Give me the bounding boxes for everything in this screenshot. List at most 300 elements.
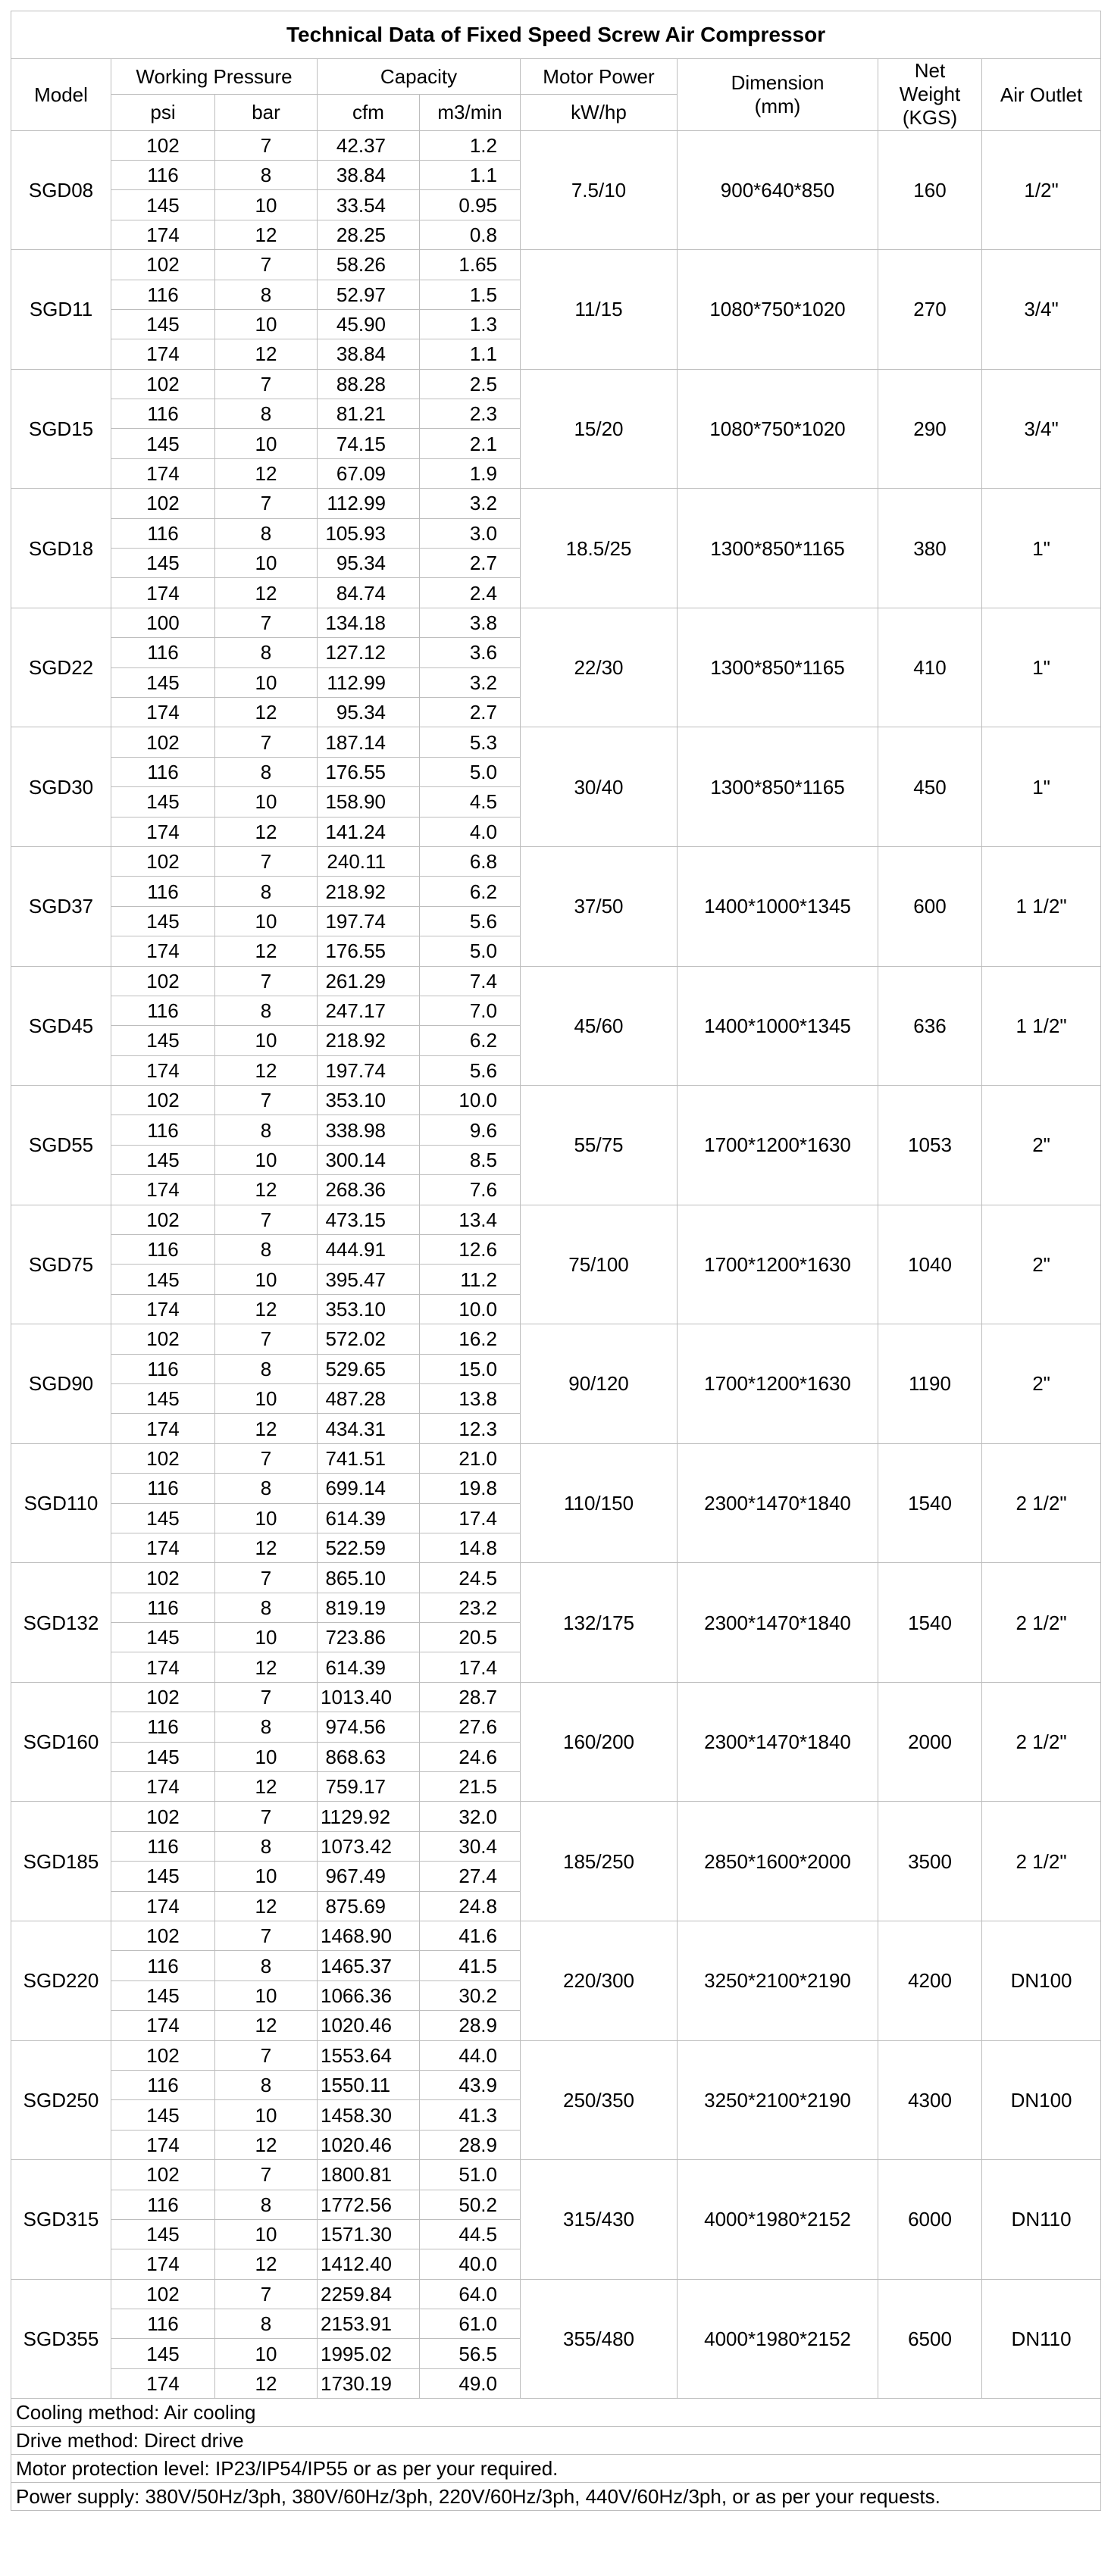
net-weight-cell: 2000	[878, 1682, 982, 1802]
psi-cell: 145	[111, 2219, 215, 2249]
m3min-cell: 11.2	[420, 1265, 521, 1294]
note-row	[11, 2427, 1101, 2455]
net-weight-cell: 1540	[878, 1563, 982, 1683]
bar-cell: 10	[215, 1026, 318, 1055]
air-outlet-cell: 1/2"	[982, 130, 1101, 250]
table-row	[11, 1443, 1101, 1473]
psi-cell: 174	[111, 1533, 215, 1562]
psi-cell: 174	[111, 2249, 215, 2279]
m3min-cell: 2.4	[420, 578, 521, 608]
model-cell: SGD37	[11, 846, 111, 966]
header-cfm: cfm	[318, 95, 420, 130]
psi-cell: 102	[111, 130, 215, 160]
cfm-cell: 67.09	[318, 458, 420, 488]
net-weight-cell: 600	[878, 846, 982, 966]
psi-cell: 102	[111, 966, 215, 996]
bar-cell: 12	[215, 2130, 318, 2159]
bar-cell: 10	[215, 1145, 318, 1174]
bar-cell: 7	[215, 489, 318, 518]
m3min-cell: 13.8	[420, 1383, 521, 1413]
psi-cell: 100	[111, 608, 215, 637]
table-row	[11, 250, 1101, 280]
psi-cell: 102	[111, 2040, 215, 2070]
bar-cell: 12	[215, 220, 318, 249]
m3min-cell: 44.5	[420, 2219, 521, 2249]
cfm-cell: 187.14	[318, 727, 420, 757]
bar-cell: 10	[215, 190, 318, 220]
cfm-cell: 112.99	[318, 667, 420, 697]
model-cell: SGD55	[11, 1086, 111, 1205]
cfm-cell: 1013.40	[318, 1682, 420, 1712]
m3min-cell: 9.6	[420, 1115, 521, 1145]
cfm-cell: 1995.02	[318, 2339, 420, 2368]
model-cell: SGD11	[11, 250, 111, 370]
table-row	[11, 130, 1101, 160]
bar-cell: 12	[215, 1891, 318, 1921]
psi-cell: 174	[111, 2130, 215, 2159]
psi-cell: 116	[111, 638, 215, 667]
m3min-cell: 56.5	[420, 2339, 521, 2368]
model-cell: SGD220	[11, 1921, 111, 2041]
m3min-cell: 44.0	[420, 2040, 521, 2070]
table-row	[11, 1802, 1101, 1831]
m3min-cell: 21.5	[420, 1772, 521, 1802]
bar-cell: 12	[215, 458, 318, 488]
m3min-cell: 30.2	[420, 1980, 521, 2010]
header-psi: psi	[111, 95, 215, 130]
dimension-cell: 1700*1200*1630	[678, 1205, 878, 1324]
cfm-cell: 1020.46	[318, 2011, 420, 2040]
dimension-cell: 1400*1000*1345	[678, 846, 878, 966]
motor-power-cell: 30/40	[521, 727, 678, 847]
m3min-cell: 12.3	[420, 1414, 521, 1443]
cfm-cell: 434.31	[318, 1414, 420, 1443]
psi-cell: 116	[111, 1951, 215, 1980]
psi-cell: 145	[111, 1862, 215, 1891]
cfm-cell: 473.15	[318, 1205, 420, 1234]
motor-power-cell: 7.5/10	[521, 130, 678, 250]
motor-power-cell: 220/300	[521, 1921, 678, 2041]
bar-cell: 12	[215, 2249, 318, 2279]
m3min-cell: 16.2	[420, 1324, 521, 1354]
cfm-cell: 522.59	[318, 1533, 420, 1562]
cfm-cell: 875.69	[318, 1891, 420, 1921]
table-row	[11, 966, 1101, 996]
net-weight-cell: 380	[878, 489, 982, 608]
psi-cell: 102	[111, 250, 215, 280]
dimension-cell: 2850*1600*2000	[678, 1802, 878, 1921]
cfm-cell: 158.90	[318, 787, 420, 817]
m3min-cell: 15.0	[420, 1354, 521, 1383]
psi-cell: 145	[111, 429, 215, 458]
bar-cell: 12	[215, 2011, 318, 2040]
dimension-cell: 2300*1470*1840	[678, 1563, 878, 1683]
net-weight-cell: 290	[878, 369, 982, 489]
air-outlet-cell: 2 1/2"	[982, 1443, 1101, 1563]
cfm-cell: 974.56	[318, 1712, 420, 1742]
m3min-cell: 43.9	[420, 2070, 521, 2099]
cfm-cell: 176.55	[318, 757, 420, 786]
model-cell: SGD110	[11, 1443, 111, 1563]
model-cell: SGD22	[11, 608, 111, 727]
table-row	[11, 2279, 1101, 2309]
m3min-cell: 12.6	[420, 1235, 521, 1265]
air-outlet-cell: 1 1/2"	[982, 846, 1101, 966]
cfm-cell: 197.74	[318, 906, 420, 936]
bar-cell: 10	[215, 906, 318, 936]
cfm-cell: 176.55	[318, 936, 420, 966]
dimension-cell: 1300*850*1165	[678, 489, 878, 608]
dimension-cell: 1700*1200*1630	[678, 1324, 878, 1444]
m3min-cell: 7.4	[420, 966, 521, 996]
cfm-cell: 58.26	[318, 250, 420, 280]
bar-cell: 12	[215, 339, 318, 369]
motor-power-cell: 160/200	[521, 1682, 678, 1802]
bar-cell: 10	[215, 1383, 318, 1413]
model-cell: SGD132	[11, 1563, 111, 1683]
psi-cell: 174	[111, 220, 215, 249]
psi-cell: 174	[111, 1772, 215, 1802]
cfm-cell: 1571.30	[318, 2219, 420, 2249]
cfm-cell: 38.84	[318, 160, 420, 189]
bar-cell: 10	[215, 1265, 318, 1294]
bar-cell: 7	[215, 608, 318, 637]
psi-cell: 102	[111, 1443, 215, 1473]
model-cell: SGD315	[11, 2160, 111, 2280]
psi-cell: 116	[111, 160, 215, 189]
bar-cell: 8	[215, 638, 318, 667]
motor-power-cell: 355/480	[521, 2279, 678, 2399]
bar-cell: 10	[215, 2219, 318, 2249]
bar-cell: 12	[215, 2368, 318, 2398]
header-net-weight-unit: (KGS)	[902, 106, 958, 130]
note-row	[11, 2483, 1101, 2511]
m3min-cell: 2.7	[420, 549, 521, 578]
m3min-cell: 41.6	[420, 1921, 521, 1951]
m3min-cell: 27.6	[420, 1712, 521, 1742]
technical-data-table	[11, 11, 1101, 2511]
cfm-cell: 247.17	[318, 996, 420, 1025]
air-outlet-cell: DN100	[982, 1921, 1101, 2041]
table-row	[11, 1205, 1101, 1234]
psi-cell: 145	[111, 1265, 215, 1294]
cfm-cell: 1468.90	[318, 1921, 420, 1951]
air-outlet-cell: 1 1/2"	[982, 966, 1101, 1086]
air-outlet-cell: 1"	[982, 489, 1101, 608]
cfm-cell: 38.84	[318, 339, 420, 369]
spec-sheet	[11, 11, 1100, 2511]
psi-cell: 116	[111, 1712, 215, 1742]
bar-cell: 12	[215, 697, 318, 727]
bar-cell: 8	[215, 1712, 318, 1742]
m3min-cell: 14.8	[420, 1533, 521, 1562]
bar-cell: 7	[215, 1205, 318, 1234]
m3min-cell: 0.95	[420, 190, 521, 220]
air-outlet-cell: 2 1/2"	[982, 1802, 1101, 1921]
cfm-cell: 723.86	[318, 1623, 420, 1652]
m3min-cell: 28.7	[420, 1682, 521, 1712]
psi-cell: 102	[111, 369, 215, 399]
cfm-cell: 1066.36	[318, 1980, 420, 2010]
bar-cell: 10	[215, 1862, 318, 1891]
dimension-cell: 4000*1980*2152	[678, 2160, 878, 2280]
net-weight-cell: 4300	[878, 2040, 982, 2160]
bar-cell: 7	[215, 1921, 318, 1951]
bar-cell: 12	[215, 1772, 318, 1802]
bar-cell: 8	[215, 280, 318, 309]
net-weight-cell: 1190	[878, 1324, 982, 1444]
psi-cell: 174	[111, 1891, 215, 1921]
dimension-cell: 1080*750*1020	[678, 369, 878, 489]
m3min-cell: 21.0	[420, 1443, 521, 1473]
cfm-cell: 741.51	[318, 1443, 420, 1473]
motor-power-cell: 185/250	[521, 1802, 678, 1921]
bar-cell: 8	[215, 2070, 318, 2099]
m3min-cell: 8.5	[420, 1145, 521, 1174]
bar-cell: 10	[215, 787, 318, 817]
cfm-cell: 52.97	[318, 280, 420, 309]
bar-cell: 7	[215, 2040, 318, 2070]
model-cell: SGD160	[11, 1682, 111, 1802]
cfm-cell: 105.93	[318, 518, 420, 548]
model-cell: SGD355	[11, 2279, 111, 2399]
header-m3min: m3/min	[420, 95, 521, 130]
bar-cell: 12	[215, 817, 318, 846]
psi-cell: 102	[111, 1563, 215, 1593]
cfm-cell: 1800.81	[318, 2160, 420, 2190]
header-net-weight	[878, 59, 982, 131]
bar-cell: 7	[215, 846, 318, 876]
bar-cell: 12	[215, 1175, 318, 1205]
psi-cell: 174	[111, 1414, 215, 1443]
model-cell: SGD90	[11, 1324, 111, 1444]
net-weight-cell: 1053	[878, 1086, 982, 1205]
psi-cell: 116	[111, 280, 215, 309]
bar-cell: 7	[215, 1086, 318, 1115]
net-weight-cell: 6000	[878, 2160, 982, 2280]
bar-cell: 10	[215, 1503, 318, 1533]
psi-cell: 116	[111, 1235, 215, 1265]
air-outlet-cell: 2 1/2"	[982, 1563, 1101, 1683]
motor-power-cell: 132/175	[521, 1563, 678, 1683]
dimension-cell: 4000*1980*2152	[678, 2279, 878, 2399]
m3min-cell: 24.8	[420, 1891, 521, 1921]
model-cell: SGD30	[11, 727, 111, 847]
bar-cell: 10	[215, 1742, 318, 1771]
psi-cell: 145	[111, 787, 215, 817]
psi-cell: 116	[111, 996, 215, 1025]
note-text: Drive method: Direct drive	[11, 2427, 1101, 2455]
cfm-cell: 240.11	[318, 846, 420, 876]
psi-cell: 116	[111, 1115, 215, 1145]
table-row	[11, 1324, 1101, 1354]
note-row	[11, 2399, 1101, 2427]
cfm-cell: 487.28	[318, 1383, 420, 1413]
psi-cell: 102	[111, 1921, 215, 1951]
psi-cell: 145	[111, 1026, 215, 1055]
cfm-cell: 1458.30	[318, 2100, 420, 2130]
bar-cell: 8	[215, 160, 318, 189]
table-row	[11, 2040, 1101, 2070]
m3min-cell: 5.0	[420, 936, 521, 966]
cfm-cell: 268.36	[318, 1175, 420, 1205]
net-weight-cell: 1040	[878, 1205, 982, 1324]
bar-cell: 8	[215, 1593, 318, 1622]
psi-cell: 174	[111, 936, 215, 966]
m3min-cell: 1.1	[420, 160, 521, 189]
m3min-cell: 24.6	[420, 1742, 521, 1771]
header-kwhp: kW/hp	[521, 95, 678, 130]
motor-power-cell: 37/50	[521, 846, 678, 966]
table-title: Technical Data of Fixed Speed Screw Air Compressor	[11, 11, 1101, 59]
m3min-cell: 1.2	[420, 130, 521, 160]
header-bar: bar	[215, 95, 318, 130]
psi-cell: 145	[111, 667, 215, 697]
dimension-cell: 1080*750*1020	[678, 250, 878, 370]
air-outlet-cell: DN110	[982, 2279, 1101, 2399]
m3min-cell: 3.6	[420, 638, 521, 667]
m3min-cell: 2.5	[420, 369, 521, 399]
psi-cell: 145	[111, 1383, 215, 1413]
psi-cell: 174	[111, 2011, 215, 2040]
header-dimension	[678, 59, 878, 131]
dimension-cell: 3250*2100*2190	[678, 1921, 878, 2041]
m3min-cell: 4.5	[420, 787, 521, 817]
cfm-cell: 338.98	[318, 1115, 420, 1145]
model-cell: SGD08	[11, 130, 111, 250]
psi-cell: 174	[111, 1055, 215, 1085]
psi-cell: 116	[111, 399, 215, 429]
bar-cell: 8	[215, 1474, 318, 1503]
psi-cell: 174	[111, 458, 215, 488]
cfm-cell: 1550.11	[318, 2070, 420, 2099]
m3min-cell: 5.0	[420, 757, 521, 786]
psi-cell: 145	[111, 1742, 215, 1771]
model-cell: SGD75	[11, 1205, 111, 1324]
bar-cell: 10	[215, 2339, 318, 2368]
m3min-cell: 0.8	[420, 220, 521, 249]
m3min-cell: 1.5	[420, 280, 521, 309]
air-outlet-cell: 3/4"	[982, 369, 1101, 489]
bar-cell: 10	[215, 429, 318, 458]
air-outlet-cell: 1"	[982, 608, 1101, 727]
m3min-cell: 50.2	[420, 2190, 521, 2219]
bar-cell: 8	[215, 1115, 318, 1145]
psi-cell: 102	[111, 1682, 215, 1712]
psi-cell: 174	[111, 578, 215, 608]
bar-cell: 12	[215, 1294, 318, 1324]
bar-cell: 12	[215, 936, 318, 966]
psi-cell: 116	[111, 1354, 215, 1383]
m3min-cell: 6.8	[420, 846, 521, 876]
m3min-cell: 2.3	[420, 399, 521, 429]
psi-cell: 145	[111, 1145, 215, 1174]
psi-cell: 145	[111, 549, 215, 578]
m3min-cell: 3.0	[420, 518, 521, 548]
psi-cell: 145	[111, 190, 215, 220]
cfm-cell: 1412.40	[318, 2249, 420, 2279]
bar-cell: 10	[215, 549, 318, 578]
psi-cell: 174	[111, 2368, 215, 2398]
psi-cell: 116	[111, 1831, 215, 1861]
m3min-cell: 27.4	[420, 1862, 521, 1891]
psi-cell: 102	[111, 1802, 215, 1831]
bar-cell: 8	[215, 1831, 318, 1861]
cfm-cell: 2153.91	[318, 2309, 420, 2339]
cfm-cell: 112.99	[318, 489, 420, 518]
m3min-cell: 6.2	[420, 877, 521, 906]
bar-cell: 8	[215, 877, 318, 906]
bar-cell: 10	[215, 1980, 318, 2010]
psi-cell: 174	[111, 1652, 215, 1682]
header-capacity: Capacity	[318, 59, 521, 95]
cfm-cell: 1465.37	[318, 1951, 420, 1980]
bar-cell: 7	[215, 2279, 318, 2309]
psi-cell: 145	[111, 309, 215, 339]
cfm-cell: 95.34	[318, 697, 420, 727]
psi-cell: 116	[111, 877, 215, 906]
table-row	[11, 489, 1101, 518]
bar-cell: 10	[215, 309, 318, 339]
note-text: Cooling method: Air cooling	[11, 2399, 1101, 2427]
air-outlet-cell: 2"	[982, 1324, 1101, 1444]
cfm-cell: 134.18	[318, 608, 420, 637]
psi-cell: 174	[111, 1175, 215, 1205]
m3min-cell: 23.2	[420, 1593, 521, 1622]
air-outlet-cell: 2 1/2"	[982, 1682, 1101, 1802]
m3min-cell: 1.1	[420, 339, 521, 369]
table-row	[11, 369, 1101, 399]
air-outlet-cell: 2"	[982, 1086, 1101, 1205]
bar-cell: 12	[215, 1533, 318, 1562]
bar-cell: 8	[215, 1354, 318, 1383]
cfm-cell: 300.14	[318, 1145, 420, 1174]
net-weight-cell: 410	[878, 608, 982, 727]
psi-cell: 102	[111, 727, 215, 757]
bar-cell: 12	[215, 578, 318, 608]
m3min-cell: 41.5	[420, 1951, 521, 1980]
bar-cell: 8	[215, 518, 318, 548]
bar-cell: 8	[215, 1951, 318, 1980]
cfm-cell: 868.63	[318, 1742, 420, 1771]
cfm-cell: 28.25	[318, 220, 420, 249]
m3min-cell: 20.5	[420, 1623, 521, 1652]
m3min-cell: 1.3	[420, 309, 521, 339]
bar-cell: 7	[215, 369, 318, 399]
cfm-cell: 865.10	[318, 1563, 420, 1593]
cfm-cell: 45.90	[318, 309, 420, 339]
psi-cell: 116	[111, 2070, 215, 2099]
bar-cell: 8	[215, 2309, 318, 2339]
psi-cell: 116	[111, 2309, 215, 2339]
m3min-cell: 10.0	[420, 1294, 521, 1324]
dimension-cell: 1700*1200*1630	[678, 1086, 878, 1205]
air-outlet-cell: 3/4"	[982, 250, 1101, 370]
bar-cell: 7	[215, 2160, 318, 2190]
cfm-cell: 261.29	[318, 966, 420, 996]
bar-cell: 7	[215, 1443, 318, 1473]
cfm-cell: 353.10	[318, 1294, 420, 1324]
cfm-cell: 95.34	[318, 549, 420, 578]
m3min-cell: 41.3	[420, 2100, 521, 2130]
m3min-cell: 10.0	[420, 1086, 521, 1115]
bar-cell: 7	[215, 1682, 318, 1712]
m3min-cell: 1.65	[420, 250, 521, 280]
m3min-cell: 4.0	[420, 817, 521, 846]
bar-cell: 7	[215, 130, 318, 160]
model-cell: SGD250	[11, 2040, 111, 2160]
bar-cell: 7	[215, 250, 318, 280]
